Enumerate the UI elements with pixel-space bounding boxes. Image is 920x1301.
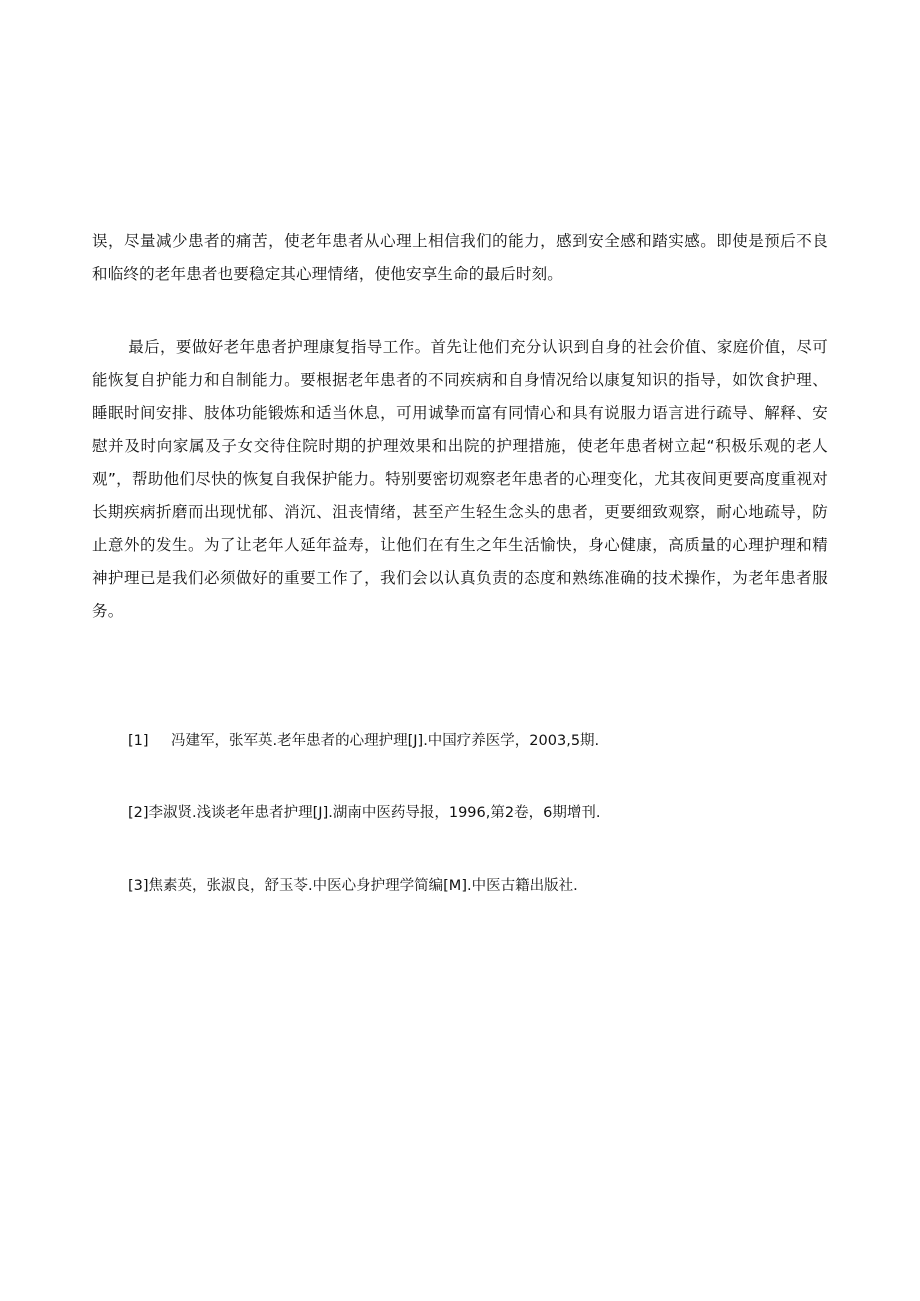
paragraph-text: 误，尽量减少患者的痛苦，使老年患者从心理上相信我们的能力，感到安全感和踏实感。即使是预后不良和临终的老年患者也要稳定其心理情绪，使他安享生命的最后时刻。	[92, 232, 828, 283]
reference-number: [1]	[128, 733, 149, 749]
body-paragraph-continuation	[92, 225, 828, 291]
reference-item	[128, 803, 600, 823]
reference-text: 焦素英，张淑良，舒玉苓.中医心身护理学简编[M].中医古籍出版社.	[148, 878, 578, 894]
reference-number: [2]	[128, 805, 149, 821]
reference-item	[128, 876, 578, 896]
paragraph-text: 最后，要做好老年患者护理康复指导工作。首先让他们充分认识到自身的社会价值、家庭价值，尽可能恢复自护能力和自制能力。要根据老年患者的不同疾病和自身情况给以康复知识的指导，如饮食护理、睡眠时间安排、肢体功能锻炼和适当休息，可用诚挚而富有同情心和具有说服力语言进行疏导、解释、安慰并及时向家属及子女交待住院时期的护理效果和出院的护理措施，使老年患者树立起“积极乐观的老人观”，帮助他们尽快的恢复自我保护能力。特别要密切观察老年患者的心理变化，尤其夜间更要高度重视对长期疾病折磨而出现忧郁、消沉、沮丧情绪，甚至产生轻生念头的患者，更要细致观察，耐心地疏导，防止意外的发生。为了让老年人延年益寿，让他们在有生之年生活愉快，身心健康，高质量的心理护理和精神护理已是我们必须做好的重要工作了，我们会以认真负责的态度和熟练准确的技术操作，为老年患者服务。	[92, 338, 828, 620]
body-paragraph-rehabilitation	[92, 331, 828, 628]
reference-number: [3]	[128, 878, 149, 894]
reference-text: 李淑贤.浅谈老年患者护理[J].湖南中医药导报，1996,第2卷，6期增刊.	[148, 805, 601, 821]
reference-text: 冯建军，张军英.老年患者的心理护理[J].中国疗养医学，2003,5期.	[171, 733, 600, 749]
reference-item	[128, 731, 599, 751]
